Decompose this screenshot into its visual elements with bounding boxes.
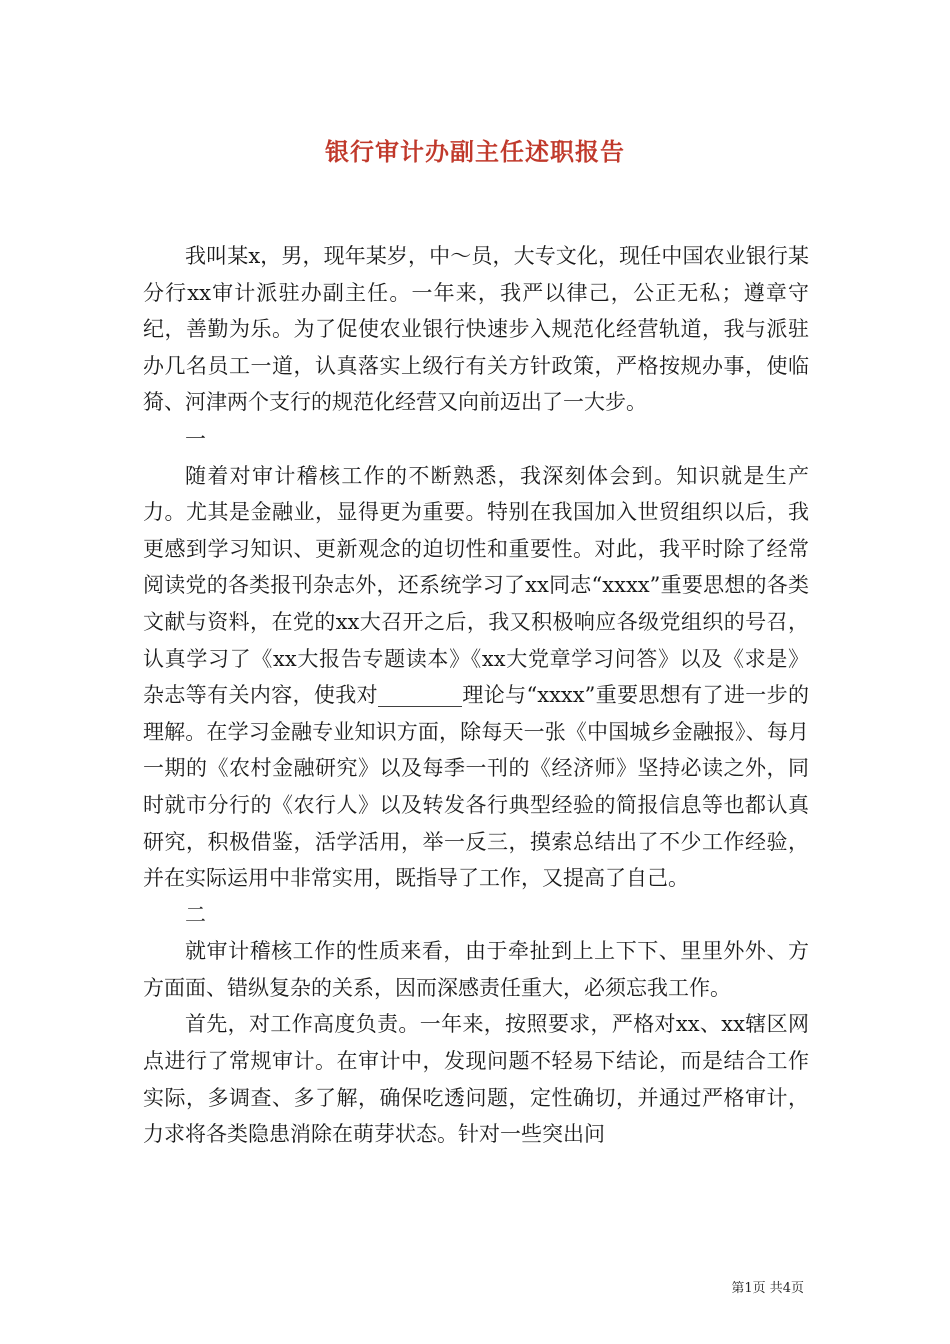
page-number: 第1页 共4页 [731, 1281, 804, 1296]
section-heading-2: 二 [185, 902, 206, 927]
paragraph-section-1: 随着对审计稽核工作的不断熟悉，我深刻体会到。知识就是生产力。尤其是金融业，显得更为重要。特别在我国加入世贸组织以后，我更感到学习知识、更新观念的迫切性和重要性。对此，我平时除了经常阅读党的各类报刊杂志外，还系统学习了xx同志“xxxx”重要思想的各类文献与资料，在党的xx大召开之后，我又积极响应各级党组织的号召，认真学习了《xx大报告专题读本》《xx大党章学习问答》以及《求是》杂志等有关内容，使我对________理论与“xxxx”重要思想有了进一步的理解。在学习金融专业知识方面，除每天一张《中国城乡金融报》、每月一期的《农村金融研究》以及每季一刊的《经济师》坚持必读之外，同时就市分行的《农行人》以及转发各行典型经验的简报信息等也都认真研究，积极借鉴，活学活用，举一反三，摸索总结出了不少工作经验，并在实际运用中非常实用，既指导了工作，又提高了自己。 [143, 463, 809, 891]
paragraph-intro: 我叫某x，男，现年某岁，中～员，大专文化，现任中国农业银行某分行xx审计派驻办副主任。一年来，我严以律己，公正无私；遵章守纪，善勤为乐。为了促使农业银行快速步入规范化经营轨道，我与派驻办几名员工一道，认真落实上级行有关方针政策，严格按规办事，使临猗、河津两个支行的规范化经营又向前迈出了一大步。 [143, 244, 809, 415]
document-title: 银行审计办副主任述职报告 [325, 137, 625, 166]
section-heading-1: 一 [185, 426, 206, 451]
paragraph-section-2b: 首先，对工作高度负责。一年来，按照要求，严格对xx、xx辖区网点进行了常规审计。在审计中，发现问题不轻易下结论，而是结合工作实际，多调查、多了解，确保吃透问题，定性确切，并通过严格审计，力求将各类隐患消除在萌芽状态。针对一些突出问 [143, 1012, 809, 1147]
paragraph-section-2: 就审计稽核工作的性质来看，由于牵扯到上上下下、里里外外、方方面面、错纵复杂的关系，因而深感责任重大，必须忘我工作。 [143, 939, 809, 1000]
document-body [143, 238, 809, 1153]
